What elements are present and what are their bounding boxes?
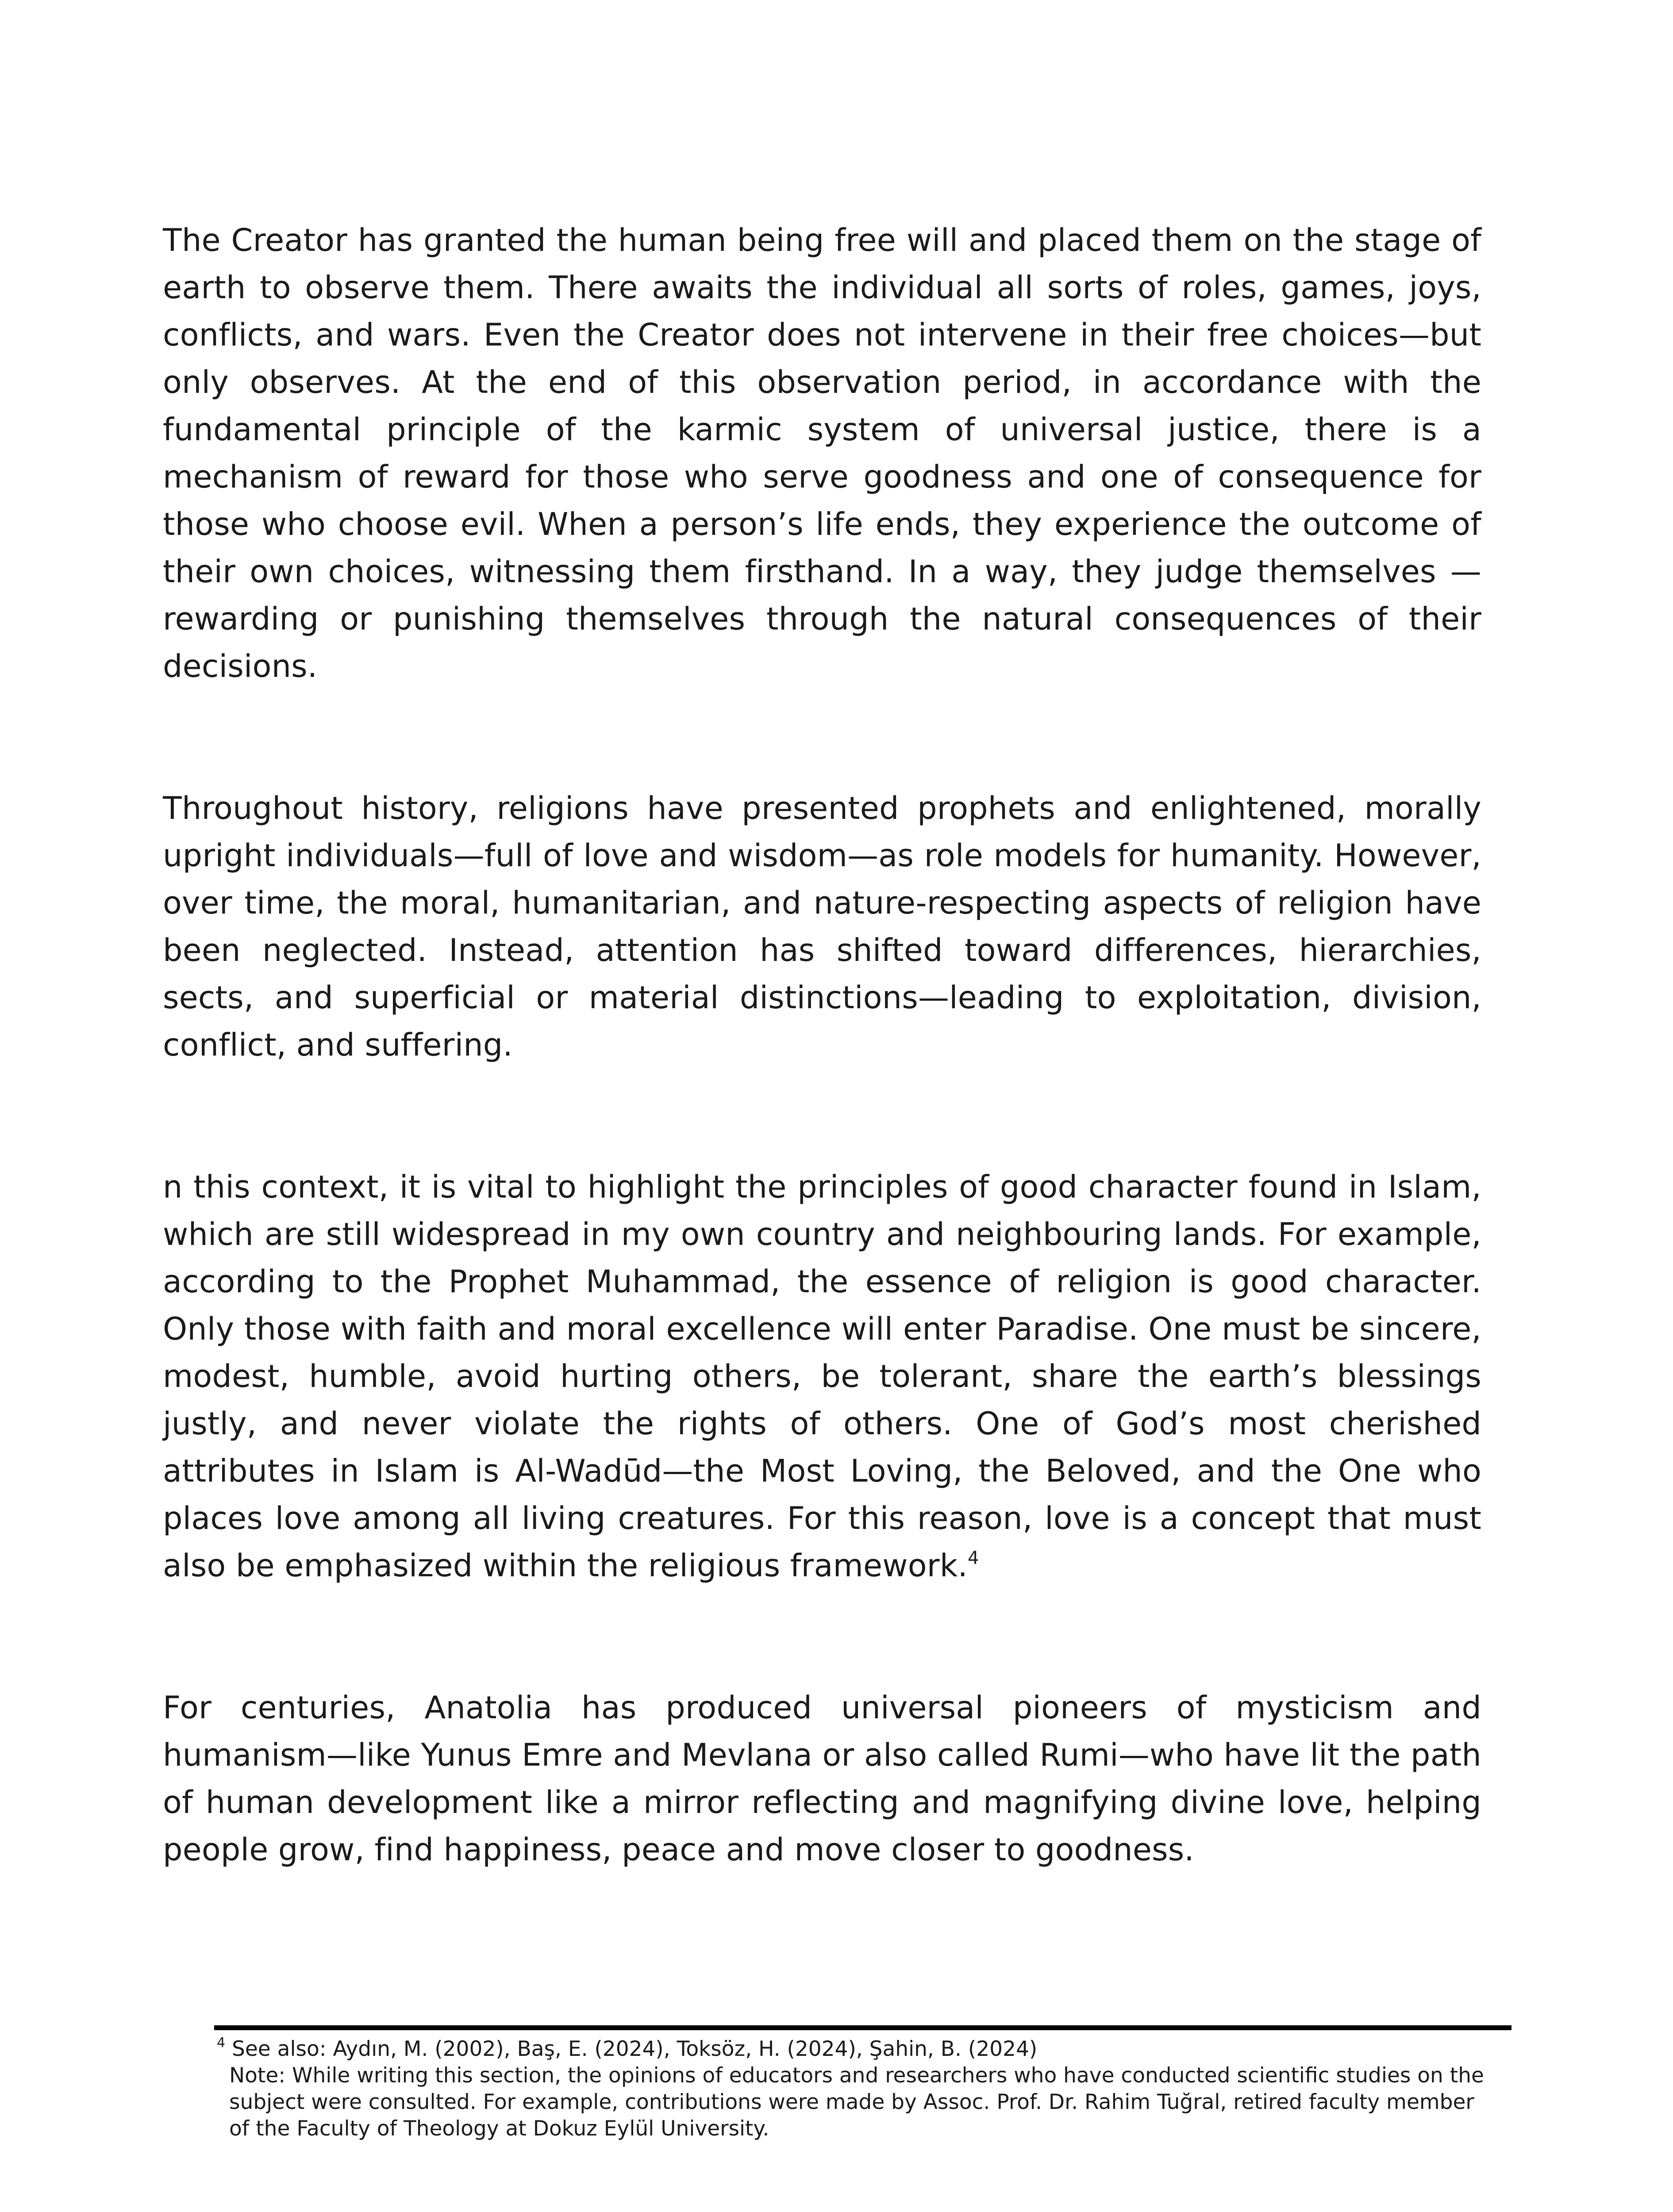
paragraph-3-text: n this context, it is vital to highlight the principles of good character found in Islam, which are still widespread in my own country and neighbouring lands. For example, according to the Prophet Muhammad, the essence of religion is good character. Only those with faith and moral excellence will enter Paradise. One must be sincere, modest, humble, avoid hurting others, be tolerant, share the earth’s blessings justly, and never violate the rights of others. One of God’s most cherished attributes in Islam is Al-Wadūd—the Most Loving, the Beloved, and the One who places love among all living creatures. For this reason, love is a concept that must also be emphasized within the religious framework. [163,1169,1481,1584]
footnote-note: Note: While writing this section, the opinions of educators and researchers who have conducted scientific studies on the subject were consulted. For example, contributions were made by Assoc. Prof. Dr. Rahim Tuğral, retired faculty member of the Faculty of Theology at Dokuz Eylül University. [229,2063,1484,2141]
paragraph-3 [163,1164,1481,1590]
footnote-marker: 4 [217,2035,226,2051]
paragraph-1-text: The Creator has granted the human being free will and placed them on the stage of earth to observe them. There awaits the individual all sorts of roles, games, joys, conflicts, and wars. Even the Creator does not intervene in their free choices—but only observes. At the end of this observation period, in accordance with the fundamental principle of the karmic system of universal justice, there is a mechanism of reward for those who serve goodness and one of consequence for those who choose evil. When a person’s life ends, they experience the outcome of their own choices, witnessing them firsthand. In a way, they judge themselves — rewarding or punishing themselves through the natural consequences of their decisions. [163,222,1481,684]
paragraph-4 [163,1684,1481,1874]
footnote-4 [217,2036,1500,2062]
paragraph-4-text: For centuries, Anatolia has produced universal pioneers of mysticism and humanism—like Yunus Emre and Mevlana or also called Rumi—who have lit the path of human development like a mirror reflecting and magnifying divine love, helping people grow, find happiness, peace and move closer to goodness. [163,1690,1481,1868]
footnotes-section [217,2036,1500,2142]
paragraph-2 [163,785,1481,1069]
body-text [163,217,1481,1968]
paragraph-1 [163,217,1481,690]
paragraph-2-text: Throughout history, religions have presented prophets and enlightened, morally upright individuals—full of love and wisdom—as role models for humanity. However, over time, the moral, humanitarian, and nature-respecting aspects of religion have been neglected. Instead, attention has shifted toward differences, hierarchies, sects, and superficial or material distinctions—leading to exploitation, division, conflict, and suffering. [163,790,1481,1063]
footnote-reference-4[interactable]: 4 [967,1548,979,1568]
footnote-divider [214,2025,1511,2030]
footnote-citation: See also: Aydın, M. (2002), Baş, E. (2024), Toksöz, H. (2024), Şahin, B. (2024) [232,2037,1038,2061]
